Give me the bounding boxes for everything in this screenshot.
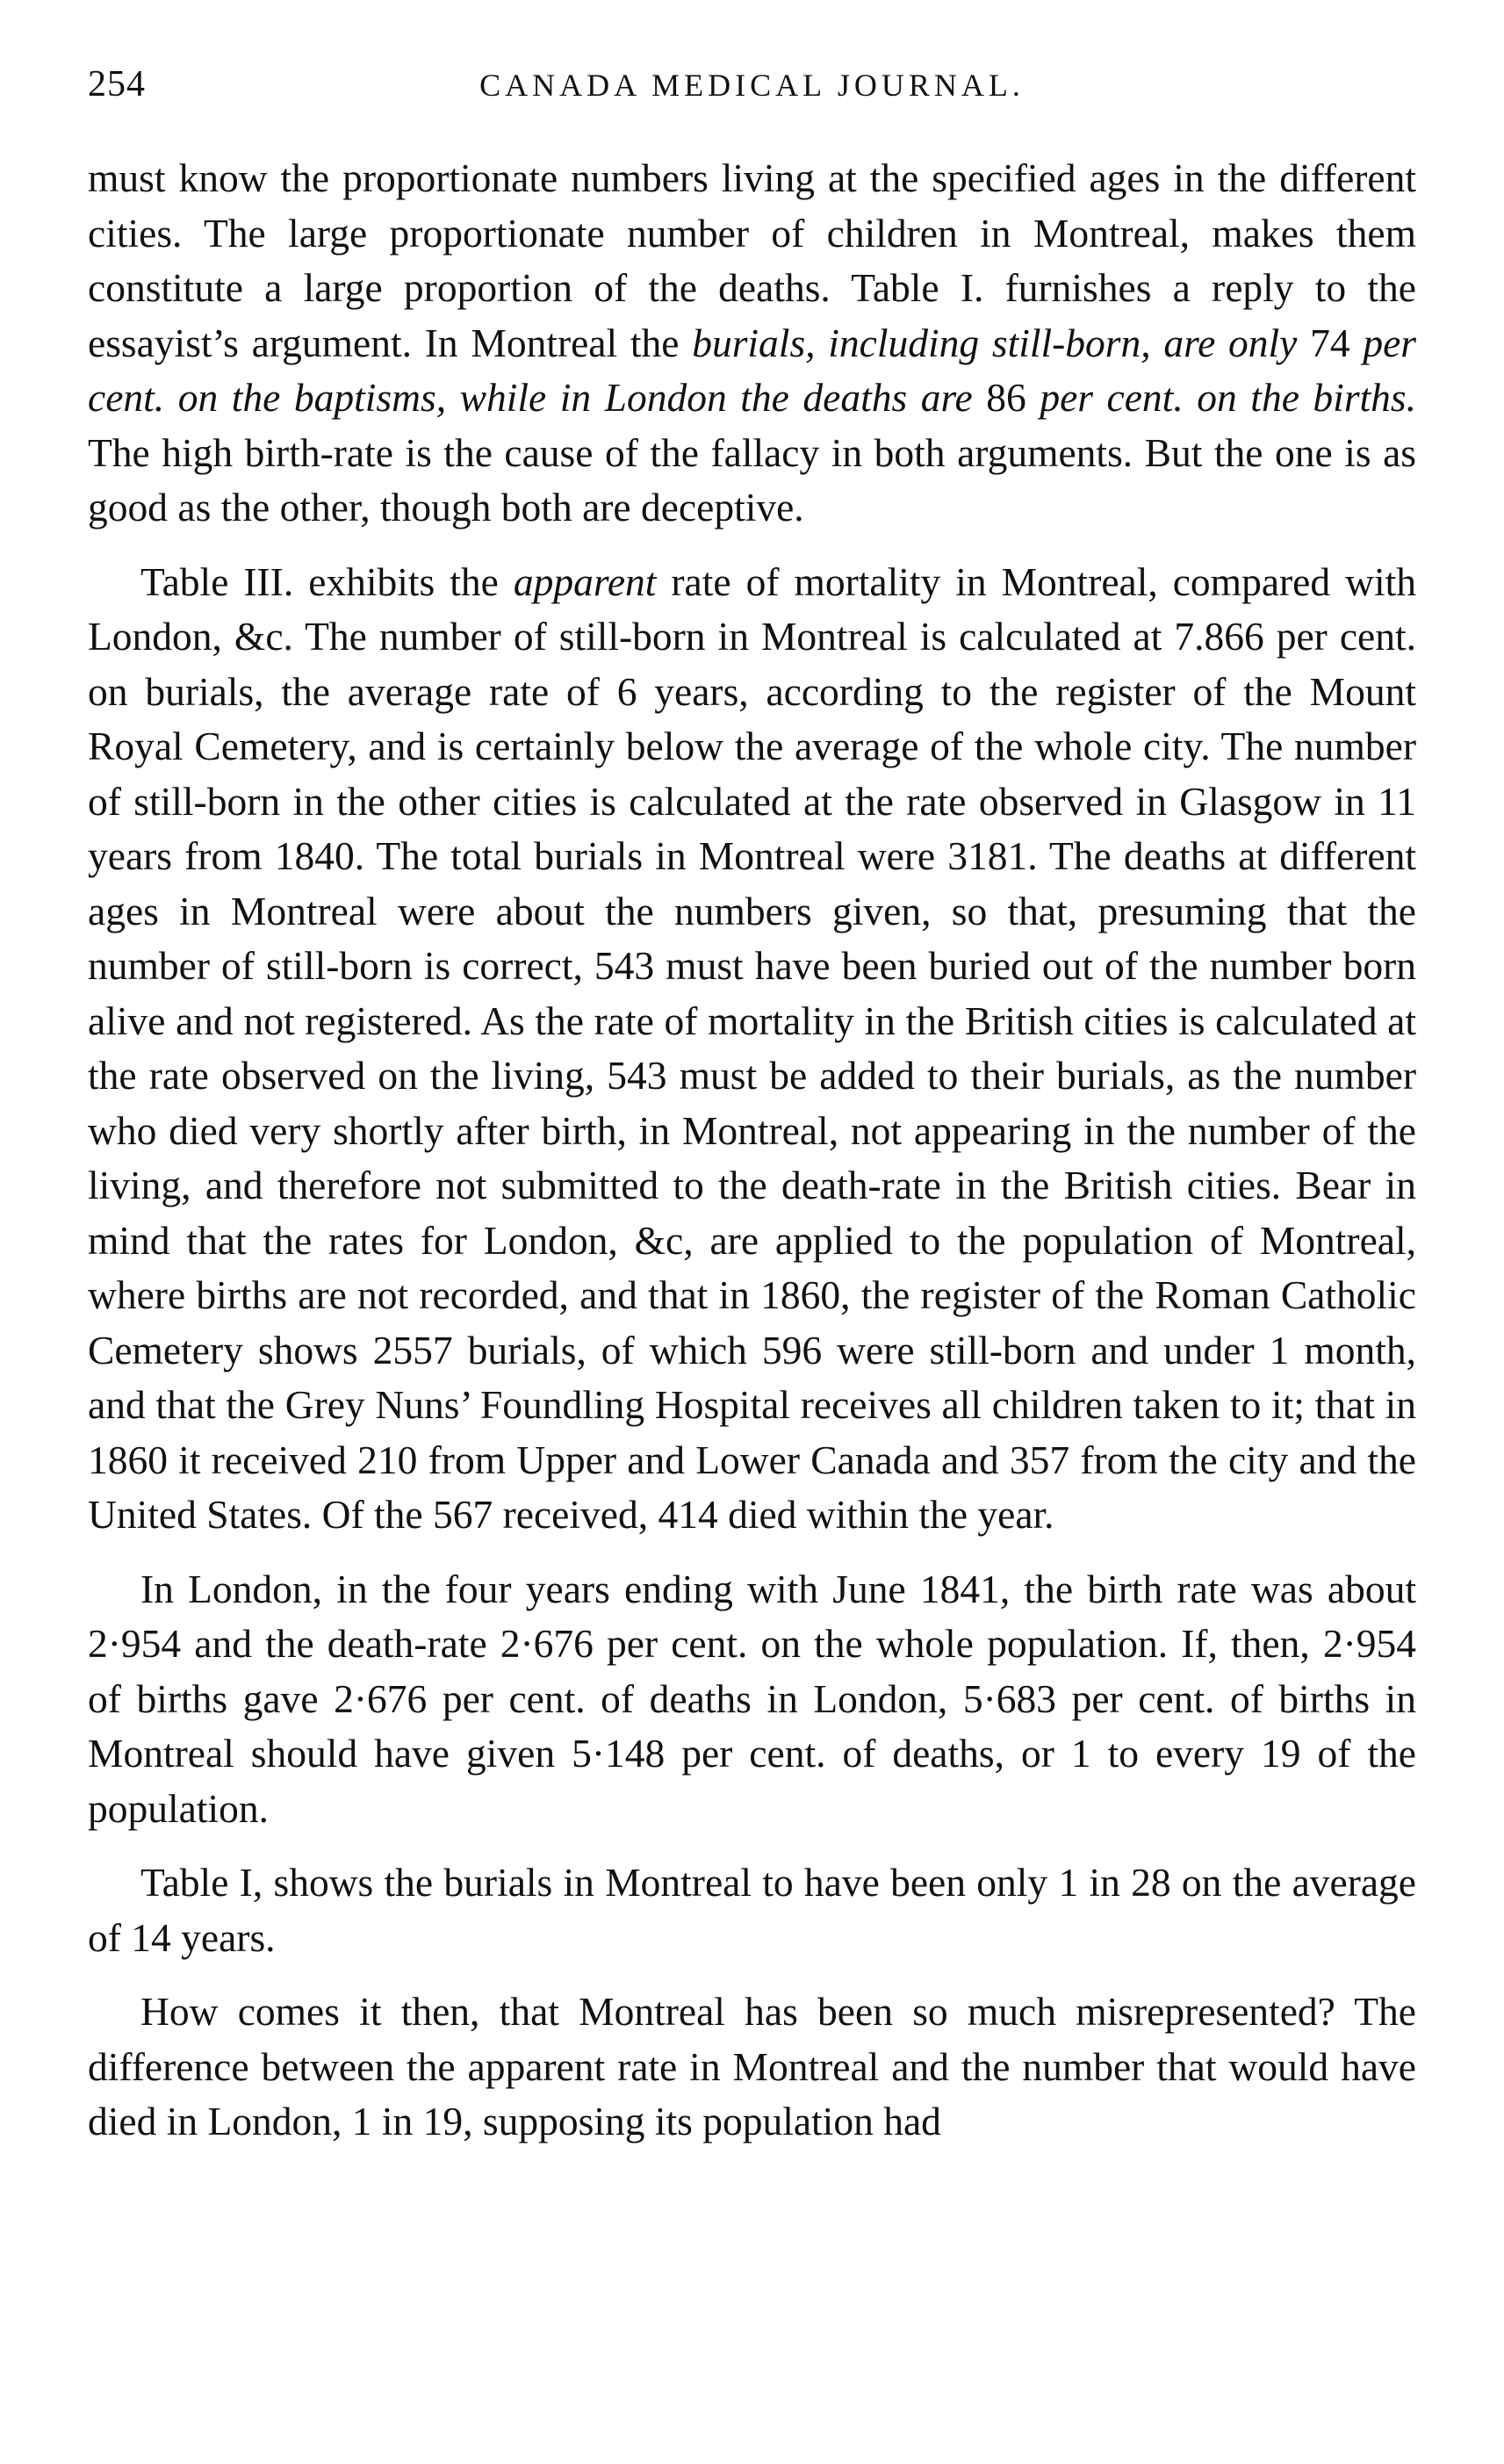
article-body	[88, 151, 1416, 2150]
paragraph	[88, 1855, 1416, 1965]
text-run: In London, in the four years ending with June 1841, the birth rate was about 2·954 and the death-rate 2·676 per cent. on the whole population. If, then, 2·954 of births gave 2·676 per cent. of deaths in London, 5·683 per cent. of births in Montreal should have given 5·148 per cent. of deaths, or 1 to every 19 of the population.	[88, 1566, 1416, 1831]
text-run: The high birth-rate is the cause of the fallacy in both arguments. But the one is as good as the other, though both are deceptive.	[88, 429, 1416, 530]
page-number: 254	[88, 64, 146, 104]
running-head	[88, 63, 1416, 125]
italic-text: per cent. on the births.	[1040, 375, 1417, 420]
journal-title: CANADA MEDICAL JOURNAL.	[479, 68, 1025, 103]
italic-text: per cent. on the baptisms, while in London the deaths are	[88, 320, 1417, 420]
text-run: 74	[1297, 320, 1364, 365]
italic-text: burials, including still-born, are only	[692, 320, 1298, 365]
italic-text: apparent	[513, 558, 657, 604]
text-run: rate of mortality in Montreal, compared with London, &c. The number of still-born in Montreal is calculated at 7.866 per cent. on burials, the average rate of 6 years, according to the register of the Mount Royal Cemetery, and is certainly below the average of the whole city. The number of still-born in the other cities is calculated at the rate observed in Glasgow in 11 years from 1840. The total burials in Montreal were 3181. The deaths at different ages in Montreal were about the numbers given, so that, presuming that the number of still-born is correct, 543 must have been buried out of the number born alive and not registered. As the rate of mortality in the British cities is calculated at the rate observed on the living, 543 must be added to their burials, as the number who died very shortly after birth, in Montreal, not appearing in the number of the living, and therefore not submitted to the death-rate in the British cities. Bear in mind that the rates for London, &c, are applied to the population of Montreal, where births are not recorded, and that in 1860, the register of the Roman Catholic Cemetery shows 2557 burials, of which 596 were still-born and under 1 month, and that the Grey Nuns’ Foundling Hospital receives all children taken to it; that in 1860 it received 210 from Upper and Lower Canada and 357 from the city and the United States. Of the 567 received, 414 died within the year.	[88, 558, 1416, 1537]
paragraph	[88, 555, 1416, 1543]
text-run: How comes it then, that Montreal has been so much misrepresented? The difference between the apparent rate in Montreal and the number that would have died in London, 1 in 19, supposing its population had	[88, 1989, 1416, 2143]
paragraph	[88, 1985, 1416, 2150]
paragraph	[88, 151, 1416, 536]
text-run: must know the proportionate numbers living at the specified ages in the different cities. The large proportionate number of children in Montreal, makes them constitute a large proportion of the deaths. Table I. furnishes a reply to the essayist’s argument. In Montreal the	[88, 155, 1416, 365]
text-run: 86	[972, 375, 1040, 420]
text-run: Table I, shows the burials in Montreal to have been only 1 in 28 on the average of 14 years.	[88, 1860, 1416, 1960]
paragraph	[88, 1562, 1416, 1837]
text-run: Table III. exhibits the	[140, 558, 514, 604]
